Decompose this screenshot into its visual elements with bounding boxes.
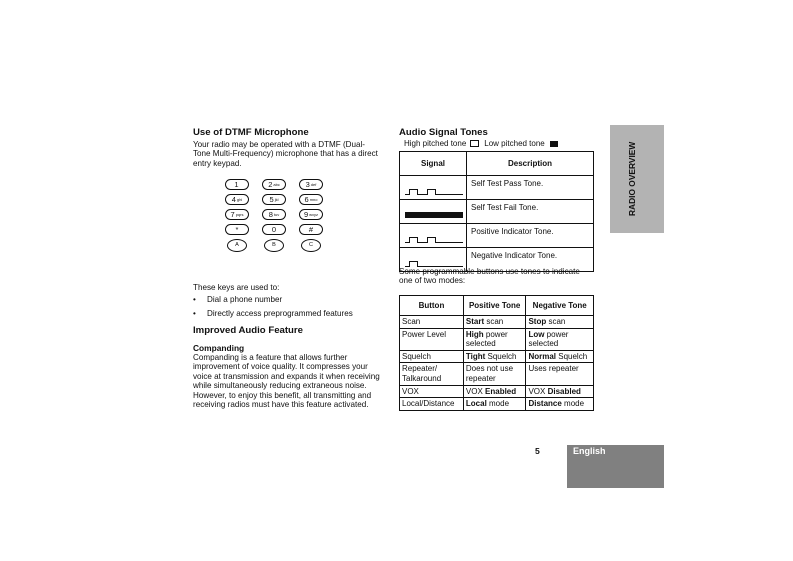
key-sub: mno [309, 197, 318, 202]
section-side-tab [610, 125, 664, 233]
negative-strong: Distance [528, 399, 562, 409]
key-main: # [308, 225, 314, 234]
key-main: 2 [268, 180, 273, 189]
legend-high-label: High pitched tone [404, 139, 467, 148]
signal-description: Negative Indicator Tone. [467, 248, 594, 272]
signal-table [399, 151, 594, 272]
mode-button: VOX [400, 385, 464, 398]
signal-pattern-low-long [400, 200, 467, 224]
negative-text: Squelch [556, 351, 588, 361]
negative-strong: Normal [528, 351, 557, 361]
positive-tone-cell [463, 316, 526, 329]
dtmf-body-line: Tone Multi-Frequency) microphone that has a direct [193, 149, 378, 159]
bullet-item: • Dial a phone number [193, 295, 393, 309]
mode-button: Power Level [400, 328, 464, 350]
key-8 [262, 209, 286, 220]
table-header-row [400, 152, 594, 176]
page-number: 5 [535, 446, 540, 456]
table-header: Description [467, 152, 594, 176]
keypad-row [225, 224, 335, 239]
key-main: 7 [230, 210, 235, 219]
signal-description: Self Test Pass Tone. [467, 176, 594, 200]
negative-tone-cell [526, 398, 594, 411]
section-side-tab-label: RADIO OVERVIEW [627, 141, 637, 217]
table-row [400, 385, 594, 398]
key-0 [262, 224, 286, 235]
dtmf-body [193, 140, 378, 168]
dtmf-body-line: entry keypad. [193, 158, 242, 168]
signal-description: Positive Indicator Tone. [467, 224, 594, 248]
positive-text: mode [486, 399, 510, 409]
positive-tone-cell [463, 398, 526, 411]
mode-button: Squelch [400, 350, 464, 363]
companding-line: voice at transmission and expands it when receiving [193, 371, 380, 381]
table-row [400, 328, 594, 350]
dtmf-body-line: Your radio may be operated with a DTMF (Dual- [193, 140, 365, 149]
legend-low-label: Low pitched tone [484, 139, 545, 148]
companding-line: improvement of voice quality. It compresses your [193, 362, 368, 372]
key-hash [299, 224, 323, 235]
positive-strong: Enabled [485, 386, 517, 396]
positive-text: power selected [465, 329, 508, 349]
key-6 [299, 194, 323, 205]
mode-table [399, 295, 594, 411]
key-b [264, 239, 284, 252]
keypad-row [225, 194, 335, 209]
key-main: A [235, 242, 239, 248]
table-row [400, 200, 594, 224]
key-main: 3 [305, 180, 310, 189]
modes-intro-line: one of two modes: [399, 276, 466, 286]
negative-text: scan [546, 317, 566, 326]
high-tone-outline-icon [470, 140, 479, 147]
audio-feature-heading: Improved Audio Feature [193, 325, 303, 336]
companding-line: receiving radios must have this feature activated. [193, 400, 369, 410]
companding-heading: Companding [193, 343, 245, 353]
companding-line: However, to enjoy this benefit, all transmitting and [193, 390, 372, 400]
keys-bullet-list [193, 295, 393, 323]
language-tab-label: English [573, 446, 606, 456]
key-star [225, 224, 249, 235]
high-tone-pulse [409, 189, 418, 195]
table-header: Button [400, 296, 464, 316]
positive-strong: Start [465, 317, 485, 326]
positive-tone-cell [463, 363, 526, 385]
positive-text: Does not use repeater [465, 364, 514, 383]
negative-tone-cell [526, 350, 594, 363]
tones-heading: Audio Signal Tones [399, 127, 488, 138]
negative-text: Uses repeater [528, 364, 579, 374]
positive-text: scan [484, 317, 504, 326]
negative-text: mode [561, 399, 585, 409]
negative-tone-cell [526, 316, 594, 329]
key-main: C [309, 242, 313, 248]
low-tone-filled-icon [550, 141, 558, 147]
key-main: * [235, 225, 239, 234]
key-sub: jkl [274, 197, 279, 202]
key-sub: def [310, 182, 317, 187]
companding-line: Companding is a feature that allows further [193, 353, 348, 362]
signal-description: Self Test Fail Tone. [467, 200, 594, 224]
key-main: 0 [271, 225, 277, 234]
negative-strong: Stop [528, 317, 547, 326]
keypad-row [225, 179, 335, 194]
keypad-row [225, 209, 335, 224]
key-5 [262, 194, 286, 205]
mode-button: Local/Distance [400, 398, 464, 411]
keypad-row [225, 239, 335, 254]
positive-text: Squelch [485, 351, 517, 361]
signal-pattern-high-high [400, 176, 467, 200]
key-2 [262, 179, 286, 190]
key-sub: wxyz [309, 212, 319, 217]
tone-legend [404, 139, 558, 148]
companding-body [193, 353, 380, 409]
negative-tone-cell [526, 328, 594, 350]
key-main: 4 [231, 195, 236, 204]
key-a [227, 239, 247, 252]
key-sub: abc [273, 182, 280, 187]
negative-strong: Low [528, 329, 545, 339]
key-main: 8 [268, 210, 273, 219]
table-header: Positive Tone [463, 296, 526, 316]
key-main: 1 [234, 180, 239, 189]
dtmf-heading: Use of DTMF Microphone [193, 127, 309, 138]
companding-line: while simultaneously reducing extraneous noise. [193, 381, 367, 391]
key-3 [299, 179, 323, 190]
key-sub: tuv [273, 212, 280, 217]
modes-intro [399, 267, 580, 286]
negative-strong: Disabled [547, 386, 581, 396]
key-main: B [272, 242, 276, 248]
keys-intro: These keys are used to: [193, 283, 280, 292]
key-sub: pqrs [235, 212, 244, 217]
table-row [400, 350, 594, 363]
dtmf-keypad-illustration [225, 179, 335, 254]
mode-button: Scan [400, 316, 464, 329]
high-tone-pulse [427, 189, 436, 195]
language-tab [567, 445, 664, 488]
key-sub: ghi [236, 197, 243, 202]
table-header: Signal [400, 152, 467, 176]
key-main: 9 [303, 210, 309, 219]
positive-strong: Tight [465, 351, 486, 361]
signal-pattern-high-high [400, 224, 467, 248]
positive-tone-cell [463, 328, 526, 350]
table-row [400, 398, 594, 411]
key-1 [225, 179, 249, 190]
key-7 [225, 209, 249, 220]
key-9 [299, 209, 323, 220]
positive-strong: Local [465, 399, 487, 409]
positive-tone-cell [463, 350, 526, 363]
table-header: Negative Tone [526, 296, 594, 316]
negative-text: power selected [528, 329, 569, 349]
negative-tone-cell: VOX Disabled [526, 385, 594, 398]
key-main: 6 [304, 195, 309, 204]
table-row [400, 224, 594, 248]
table-row [400, 363, 594, 385]
key-main: 5 [269, 195, 274, 204]
low-tone-bar [405, 212, 463, 218]
positive-tone-cell: VOX Enabled [463, 385, 526, 398]
table-header-row [400, 296, 594, 316]
bullet-item: • Directly access preprogrammed features [193, 309, 393, 323]
table-row [400, 316, 594, 329]
high-tone-pulse [427, 237, 436, 243]
key-4 [225, 194, 249, 205]
table-row [400, 176, 594, 200]
mode-button: Repeater/ Talkaround [400, 363, 464, 385]
high-tone-pulse [409, 237, 418, 243]
negative-tone-cell [526, 363, 594, 385]
key-c [301, 239, 321, 252]
positive-strong: High [465, 329, 484, 339]
modes-intro-line: Some programmable buttons use tones to indicate [399, 267, 580, 276]
